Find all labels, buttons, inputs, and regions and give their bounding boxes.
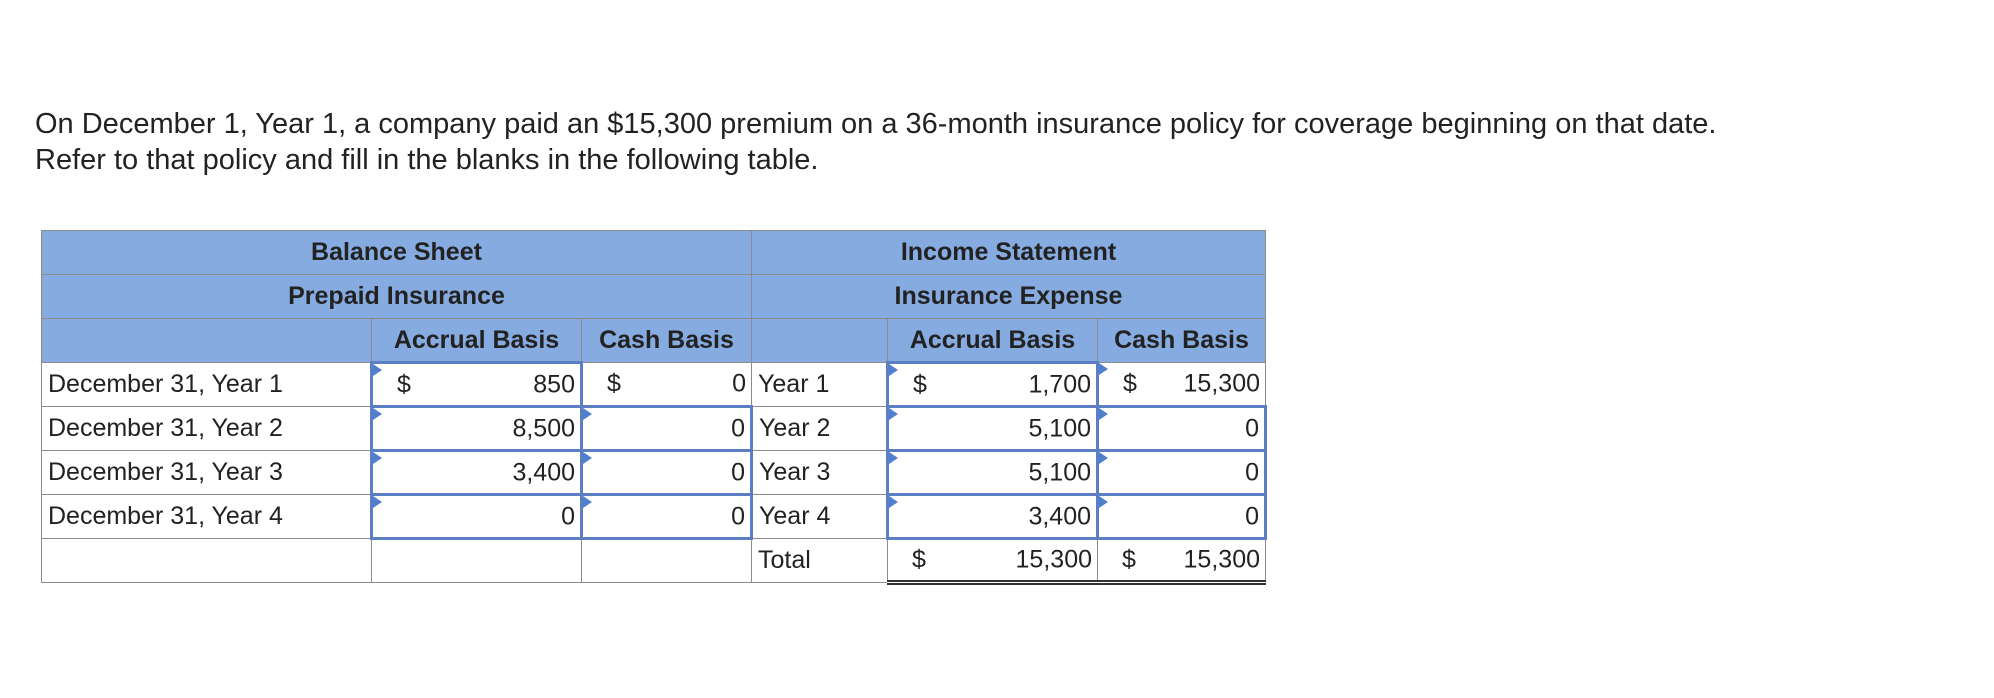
bs-accrual-input[interactable] xyxy=(372,407,582,451)
bs-cash-header: Cash Basis xyxy=(582,319,752,363)
input-marker-icon xyxy=(889,408,898,420)
bs-cash-input[interactable] xyxy=(582,495,752,539)
blank-header-cell xyxy=(752,319,888,363)
bs-accrual-header: Accrual Basis xyxy=(372,319,582,363)
total-label: Total xyxy=(752,539,888,583)
table-row xyxy=(42,495,1266,539)
bs-accrual-value: 8,500 xyxy=(512,414,575,442)
total-cash-value: 15,300 xyxy=(1183,545,1260,574)
blank-cell xyxy=(582,539,752,583)
is-cash-input[interactable] xyxy=(1098,495,1266,539)
bs-accrual-input[interactable] xyxy=(372,363,582,407)
question-line-1: On December 1, Year 1, a company paid an $15,300 premium on a 36-month insurance policy for coverage beginning on that date. xyxy=(35,108,1717,140)
bs-date-label: December 31, Year 4 xyxy=(42,495,372,539)
input-marker-icon xyxy=(1099,408,1108,420)
is-accrual-value: 5,100 xyxy=(1028,414,1091,442)
bs-cash-input[interactable] xyxy=(582,407,752,451)
bs-cash-value: 0 xyxy=(731,414,745,442)
currency-symbol: $ xyxy=(912,545,926,574)
is-year-label: Year 3 xyxy=(752,451,888,495)
question-text xyxy=(35,106,1716,178)
is-year-label: Year 1 xyxy=(752,363,888,407)
input-marker-icon xyxy=(373,364,382,376)
bs-accrual-input[interactable] xyxy=(372,451,582,495)
input-marker-icon xyxy=(1099,452,1108,464)
is-accrual-input[interactable] xyxy=(888,451,1098,495)
currency-symbol: $ xyxy=(607,369,621,398)
input-marker-icon xyxy=(583,496,592,508)
bs-date-label: December 31, Year 1 xyxy=(42,363,372,407)
blank-cell xyxy=(372,539,582,583)
income-statement-header: Income Statement xyxy=(752,231,1266,275)
is-accrual-value: 5,100 xyxy=(1028,458,1091,486)
is-accrual-input[interactable] xyxy=(888,363,1098,407)
blank-header-cell xyxy=(42,319,372,363)
input-marker-icon xyxy=(1099,363,1108,375)
currency-symbol: $ xyxy=(397,370,411,398)
currency-symbol: $ xyxy=(1123,369,1137,398)
is-cash-header: Cash Basis xyxy=(1098,319,1266,363)
blank-cell xyxy=(42,539,372,583)
question-line-2: Refer to that policy and fill in the blanks in the following table. xyxy=(35,144,819,176)
total-accrual-cell xyxy=(888,539,1098,583)
table-row xyxy=(42,407,1266,451)
input-marker-icon xyxy=(889,364,898,376)
balance-sheet-header: Balance Sheet xyxy=(42,231,752,275)
is-cash-value: 15,300 xyxy=(1183,369,1260,398)
total-row xyxy=(42,539,1266,583)
is-cash-input[interactable] xyxy=(1098,451,1266,495)
total-cash-cell xyxy=(1098,539,1266,583)
currency-symbol: $ xyxy=(1122,545,1136,574)
input-marker-icon xyxy=(889,452,898,464)
is-year-label: Year 2 xyxy=(752,407,888,451)
insurance-expense-header: Insurance Expense xyxy=(752,275,1266,319)
table-row xyxy=(42,363,1266,407)
table-row xyxy=(42,451,1266,495)
is-year-label: Year 4 xyxy=(752,495,888,539)
is-cash-value: 0 xyxy=(1245,414,1259,442)
currency-symbol: $ xyxy=(913,370,927,398)
bs-cash-input[interactable] xyxy=(582,451,752,495)
input-marker-icon xyxy=(373,452,382,464)
header-row-columns xyxy=(42,319,1266,363)
bs-cash-value: 0 xyxy=(731,502,745,530)
is-accrual-input[interactable] xyxy=(888,407,1098,451)
is-cash-input[interactable] xyxy=(1098,407,1266,451)
is-cash-value: 0 xyxy=(1245,458,1259,486)
header-row-accounts xyxy=(42,275,1266,319)
prepaid-insurance-header: Prepaid Insurance xyxy=(42,275,752,319)
bs-date-label: December 31, Year 2 xyxy=(42,407,372,451)
header-row-sections xyxy=(42,231,1266,275)
input-marker-icon xyxy=(373,408,382,420)
bs-date-label: December 31, Year 3 xyxy=(42,451,372,495)
is-accrual-header: Accrual Basis xyxy=(888,319,1098,363)
is-accrual-input[interactable] xyxy=(888,495,1098,539)
bs-accrual-input[interactable] xyxy=(372,495,582,539)
is-cash-cell xyxy=(1098,363,1266,407)
bs-cash-value: 0 xyxy=(731,458,745,486)
total-accrual-value: 15,300 xyxy=(1015,545,1092,574)
bs-cash-cell xyxy=(582,363,752,407)
input-marker-icon xyxy=(889,496,898,508)
bs-accrual-value: 3,400 xyxy=(512,458,575,486)
is-cash-value: 0 xyxy=(1245,502,1259,530)
is-accrual-value: 1,700 xyxy=(1028,370,1091,398)
input-marker-icon xyxy=(583,408,592,420)
is-accrual-value: 3,400 xyxy=(1028,502,1091,530)
bs-accrual-value: 850 xyxy=(533,370,575,398)
input-marker-icon xyxy=(373,496,382,508)
input-marker-icon xyxy=(583,452,592,464)
bs-cash-value: 0 xyxy=(732,369,746,398)
bs-accrual-value: 0 xyxy=(561,502,575,530)
input-marker-icon xyxy=(1099,496,1108,508)
insurance-table xyxy=(41,230,1267,585)
